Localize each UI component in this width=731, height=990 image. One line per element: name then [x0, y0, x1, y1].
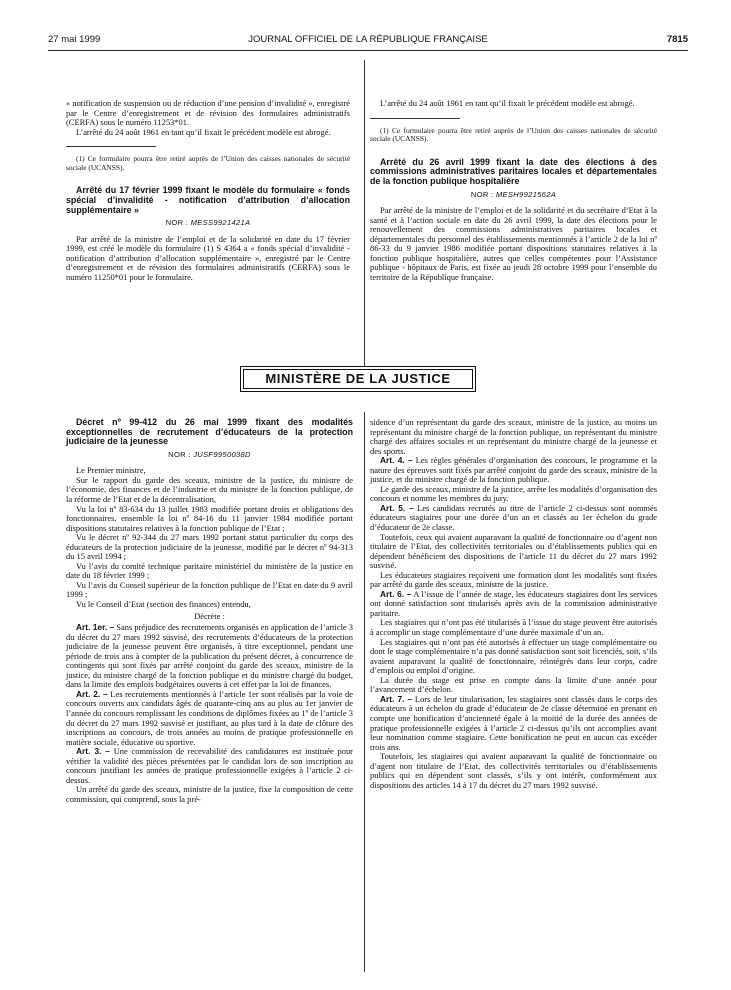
paragraph: Vu l’avis du Conseil supérieur de la fonction publique de l’Etat en date du 9 avril 1999 ;: [66, 579, 353, 600]
article-7: [370, 695, 657, 752]
column-divider: [364, 412, 365, 972]
nor-label: NOR :: [168, 449, 194, 459]
nor-code: MESH9921562A: [495, 189, 557, 199]
article-label: Art. 7. –: [380, 693, 413, 704]
paragraph: Les stagiaires qui n’ont pas été titularisés à l’issue du stage peuvent être autorisés à accomplir un stage complémentaire d’une durée maximale d’un an.: [370, 617, 657, 638]
arrete-title: Arrêté du 26 avril 1999 fixant la date des élections à des commissions administratives paritaires locales et départementales de la fonction publique hospitalière: [370, 156, 657, 186]
paragraph: Sur le rapport du garde des sceaux, ministre de la justice, du ministre de l’économie, des finances et de l’industrie et du ministre de la fonction publique, de la réforme de l’Etat et de la décentralisation,: [66, 474, 353, 504]
paragraph: L’arrêté du 24 août 1961 en tant qu’il fixait le précédent modèle est abrogé.: [76, 126, 331, 137]
nor-reference: [66, 450, 353, 460]
right-top-column: [370, 99, 657, 282]
paragraph: Par arrêté de la ministre de l’emploi et de la solidarité en date du 17 février 1999, est créé le modèle du formulaire (1) S 4364 a « fonds spécial d’invalidité - notification d’attribution d’allocation supplémentaire », enregistré par le Centre d’enregistrement et de révision des formulaires administratifs (CERFA) sous le numéro 11250*01 pour le formulaire.: [66, 233, 350, 282]
article-1: [66, 623, 353, 690]
paragraph: « notification de suspension ou de réduction d’une pension d’invalidité », enregistré par le Centre d’enregistrement et de révision des formulaires administratifs (CERFA) sous le numéro 11253*01.: [66, 98, 350, 128]
article-text: Les règles générales d’organisation des concours, le programme et la nature des épreuves sont fixés par arrêté conjoint du garde des sceaux, ministre de la justice, et du ministre chargé de la fonction publique.: [370, 455, 657, 485]
footnote: (1) Ce formulaire pourra être retiré auprès de l’Union des caisses nationales de sécurité sociale (UCANSS).: [370, 125, 657, 144]
article-text: Lors de leur titularisation, les stagiaires sont classés dans le corps des éducateurs à un échelon du grade d’éducateur de 2e classe déterminé en prenant en compte une bonification d’ancienneté égale à la moitié de la durée des années de pratique professionnelle exigées à l’article 2 ci-dessus qu’ils ont accomplies avant leur nomination comme stagiaire. Cette bonification ne peut en aucun cas excéder trois ans.: [370, 693, 657, 752]
article-label: Art. 3. –: [76, 746, 110, 757]
paragraph: sidence d’un représentant du garde des sceaux, ministre de la justice, au moins un représentant du ministre chargé de la fonction publique, un représentant du ministre chargé des affaires sociales et un représentant du ministre chargé de la jeunesse et des sports.: [370, 417, 657, 456]
page-number: 7815: [666, 34, 688, 45]
paragraph: Par arrêté de la ministre de l’emploi et de la solidarité et du secrétaire d’Etat à la santé et à l’action sociale en date du 26 avril 1999, la date des élections pour le renouvellement des commissions administratives paritaires locales et départementales du personnel des établissements mentionnés à l’article 2 de la loi nº 86-33 du 9 janvier 1986 modifiée portant dispositions statutaires relatives à la fonction publique hospitalière, autres que celles compétentes pour l’Assistance publique - hôpitaux de Paris, est fixée au jeudi 28 octobre 1999 pour l’ensemble du territoire de la République française.: [370, 205, 657, 282]
paragraph: Vu l’avis du comité technique paritaire ministériel du ministère de la justice en date du 18 février 1999 ;: [66, 560, 353, 581]
article-4: [370, 456, 657, 485]
article-text: Sans préjudice des recrutements organisés en application de l’article 3 du décret du 27 mars 1992 susvisé, des recrutements d’éducateurs de la protection judiciaire de la jeunesse peuvent être organisés, à titre exceptionnel, pendant une période de trois ans à compter de la publication du présent décret, à concurrence de contingents qui sont fixés par arrêté conjoint du garde des sceaux, ministre de la justice, du ministre chargé de la fonction publique et du ministre chargé du budget, dans la limite des emplois budgétaires ouverts à cet effet par la loi de finances.: [66, 622, 354, 690]
nor-code: JUSF9950038D: [193, 449, 251, 459]
nor-label: NOR :: [165, 218, 191, 228]
ministry-heading: MINISTÈRE DE LA JUSTICE: [265, 371, 451, 386]
decree-title: Décret nº 99-412 du 26 mai 1999 fixant des modalités exceptionnelles de recrutement d’éducateurs de la protection judiciaire de la jeunesse: [66, 417, 353, 447]
paragraph: Toutefois, les stagiaires qui avaient auparavant la qualité de fonctionnaire ou d’agent non titulaire de l’Etat, des collectivités territoriales ou d’établissements publics qui en dépendent sont classés, s’ils y ont intérêt, conformément aux dispositions des articles 14 à 17 du décret du 27 mars 1992 susvisé.: [370, 751, 657, 790]
article-text: Une commission de recevabilité des candidatures est instituée pour vérifier la validité des pièces présentées par le candidat lors de son inscription au concours justifiant les années de pratique professionnelle exigées à l’article 2 ci-dessus.: [66, 746, 353, 785]
column-divider: [364, 60, 365, 370]
arrete-title: Arrêté du 17 février 1999 fixant le modèle du formulaire « fonds spécial d’invalidité - notification d’attribution d’allocation supplémentaire »: [66, 185, 350, 215]
ministry-heading-box: [240, 366, 476, 392]
paragraph: Les stagiaires qui n’ont pas été autorisés à effectuer un stage complémentaire ou dont le stage complémentaire n’a pas donné satisfaction sont soit licenciés, soit, s’ils avaient auparavant la qualité de fonctionnaire, réintégrés dans leur corps, cadre d’emplois ou emploi d’origine.: [370, 636, 657, 676]
article-label: Art. 4. –: [380, 455, 413, 466]
paragraph: L’arrêté du 24 août 1961 en tant qu’il fixait le précédent modèle est abrogé.: [380, 98, 635, 108]
article-2: [66, 690, 353, 747]
page-header: [48, 34, 688, 48]
article-5: [370, 504, 657, 533]
nor-reference: [370, 190, 657, 200]
header-date: 27 mai 1999: [48, 34, 101, 45]
paragraph: Un arrêté du garde des sceaux, ministre de la justice, fixe la composition de cette commission, qui comprend, sous la pré-: [66, 784, 353, 804]
left-top-column: [66, 99, 350, 282]
article-label: Art. 1er. –: [76, 622, 115, 633]
paragraph: La durée du stage est prise en compte dans la limite d’une année pour l’avancement d’échelon.: [370, 674, 657, 695]
decrete-line: Décrète :: [194, 610, 225, 621]
article-text: Les candidats recrutés au titre de l’article 2 ci-dessus sont nommés éducateurs stagiaires pour une durée d’un an et classés au 1er échelon du grade d’éducateur de 2e classe.: [370, 502, 657, 533]
paragraph: Le garde des sceaux, ministre de la justice, arrête les modalités d’organisation des concours et nomme les membres du jury.: [370, 483, 657, 504]
article-label: Art. 6. –: [380, 588, 412, 599]
article-6: [370, 590, 657, 619]
journal-title: JOURNAL OFFICIEL DE LA RÉPUBLIQUE FRANÇAISE: [248, 34, 488, 45]
paragraph: Le Premier ministre,: [76, 465, 146, 476]
footnote: (1) Ce formulaire pourra être retiré auprès de l’Union des caisses nationales de sécurité sociale (UCANSS).: [66, 154, 350, 172]
decree-left-column: [66, 418, 353, 804]
nor-code: MESS9921421A: [190, 218, 251, 228]
decree-right-column: [370, 418, 657, 790]
header-rule: [48, 50, 688, 51]
footnote-rule: [66, 146, 156, 147]
paragraph: Vu le décret nº 92-344 du 27 mars 1992 portant statut particulier du corps des éducateurs de la protection judiciaire de la jeunesse, modifié par le décret nº 94-313 du 15 avril 1994 ;: [66, 532, 353, 562]
article-3: [66, 747, 353, 785]
article-label: Art. 2. –: [76, 688, 108, 699]
paragraph: Toutefois, ceux qui avaient auparavant la qualité de fonctionnaire ou d’agent non titulaire de l’Etat, des collectivités territoriales ou d’établissements publics qui en dépendent bénéficient des dispositions de l’article 11 du décret du 27 mars 1992 susvisé.: [370, 531, 657, 571]
article-label: Art. 5. –: [380, 502, 414, 513]
nor-label: NOR :: [470, 189, 496, 199]
footnote-rule: [370, 118, 460, 119]
article-text: A l’issue de l’année de stage, les éducateurs stagiaires dont les services ont donné satisfaction sont titularisés après avis de la commission administrative paritaire.: [370, 588, 657, 618]
paragraph: Vu le Conseil d’Etat (section des finances) entendu,: [76, 598, 251, 609]
article-text: Les recrutements mentionnés à l’article 1er sont réalisés par la voie de concours ouverts aux candidats âgés de quarante-cinq ans au plus au 1er janvier de l’année du concours remplissant les conditions de diplômes fixées au 1º de l’article 3 du décret du 27 mars 1992 susvisé et justifiant, au plus tard à la date de clôture des inscriptions au concours, de trois années au moins de pratique professionnelle en matière sociale, éducative ou sportive.: [66, 688, 353, 747]
paragraph: Les éducateurs stagiaires reçoivent une formation dont les modalités sont fixées par arrêté du garde des sceaux, ministre de la justice.: [370, 569, 657, 590]
nor-reference: [66, 218, 350, 228]
paragraph: Vu la loi nº 83-634 du 13 juillet 1983 modifiée portant droits et obligations des fonctionnaires, ensemble la loi nº 84-16 du 11 janvier 1984 modifiée portant dispositions statutaires relatives à la fonction publique de l’Etat ;: [66, 503, 353, 533]
